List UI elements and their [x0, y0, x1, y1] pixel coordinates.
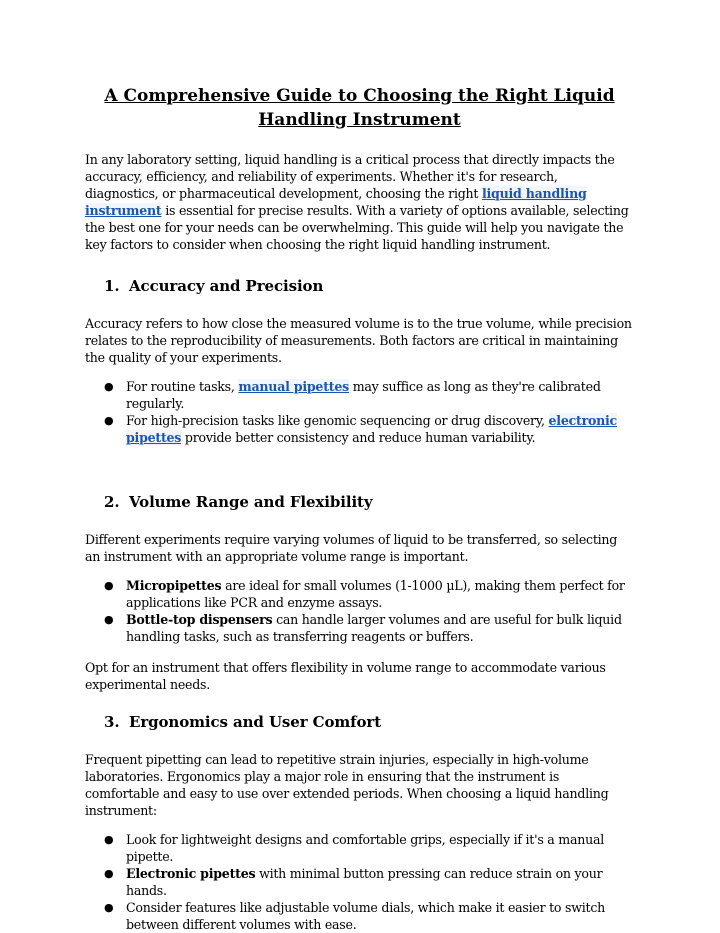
bullet-list: [85, 378, 634, 446]
section-number: 3.: [104, 713, 120, 731]
list-item-text: provide better consistency and reduce human variability.: [181, 430, 536, 445]
list-item: [85, 611, 634, 645]
bullet-icon: ●: [104, 867, 114, 880]
list-item-text: For high-precision tasks like genomic sequencing or drug discovery,: [126, 413, 549, 428]
bullet-list: [85, 831, 634, 933]
section-closing-paragraph: Opt for an instrument that offers flexibility in volume range to accommodate various experimental needs.: [85, 660, 606, 692]
section-number: 1.: [104, 277, 120, 295]
section-heading-text: Volume Range and Flexibility: [129, 493, 373, 511]
bullet-icon: ●: [104, 579, 114, 592]
section-heading-volume: [85, 492, 634, 512]
list-item-text: may suffice as long as they're calibrated regularly.: [126, 379, 601, 411]
list-item-bold: Bottle-top dispensers: [126, 612, 273, 627]
bullet-icon: ●: [104, 414, 114, 427]
list-item-text: with minimal button pressing can reduce strain on your hands.: [126, 866, 603, 898]
section-heading-text: Ergonomics and User Comfort: [129, 713, 382, 731]
section-heading-accuracy: [85, 276, 634, 296]
intro-paragraph: [85, 151, 634, 253]
liquid-handling-instrument-link[interactable]: liquid handling instrument: [85, 186, 587, 218]
list-item: [85, 865, 634, 899]
list-item-bold: Micropipettes: [126, 578, 222, 593]
section-heading-text: Accuracy and Precision: [129, 277, 324, 295]
section-paragraph: Frequent pipetting can lead to repetitive strain injuries, especially in high-volume laboratories. Ergonomics play a major role in ensuring that the instrument is comfortable and easy to use over extended periods. When choosing a liquid handling instrument:: [85, 752, 609, 818]
intro-text-1: In any laboratory setting, liquid handling is a critical process that directly impacts the accuracy, efficiency, and reliability of experiments. Whether it's for research, diagnostics, or pharmaceutical development, choosing the right: [85, 152, 615, 201]
list-item: [85, 577, 634, 611]
section-number: 2.: [104, 493, 120, 511]
list-item-text: are ideal for small volumes (1-1000 µL), making them perfect for applications like PCR and enzyme assays.: [126, 578, 625, 610]
manual-pipettes-link[interactable]: manual pipettes: [238, 379, 349, 394]
list-item-bold: Electronic pipettes: [126, 866, 256, 881]
bullet-icon: ●: [104, 833, 114, 846]
section-paragraph: Different experiments require varying volumes of liquid to be transferred, so selecting an instrument with an appropriate volume range is important.: [85, 532, 618, 564]
list-item-text: For routine tasks,: [126, 379, 239, 394]
list-item: [85, 831, 634, 865]
bullet-icon: ●: [104, 901, 114, 914]
list-item: [85, 412, 634, 446]
list-item: [85, 378, 634, 412]
list-item-text: Look for lightweight designs and comfortable grips, especially if it's a manual pipette.: [126, 832, 605, 864]
list-item: [85, 899, 634, 933]
bullet-icon: ●: [104, 613, 114, 626]
document-title: A Comprehensive Guide to Choosing the Right Liquid Handling Instrument: [104, 86, 615, 130]
bullet-list: [85, 577, 634, 645]
list-item-text: Consider features like adjustable volume dials, which make it easier to switch between different volumes with ease.: [126, 900, 606, 932]
list-item-text: can handle larger volumes and are useful for bulk liquid handling tasks, such as transferring reagents or buffers.: [126, 612, 622, 644]
section-paragraph: Accuracy refers to how close the measured volume is to the true volume, while precision relates to the reproducibility of measurements. Both factors are critical in maintaining the quality of your experiments.: [85, 316, 632, 365]
section-heading-ergonomics: [85, 712, 634, 732]
bullet-icon: ●: [104, 380, 114, 393]
intro-text-2: is essential for precise results. With a variety of options available, selecting the best one for your needs can be overwhelming. This guide will help you navigate the key factors to consider when choosing the right liquid handling instrument.: [85, 203, 629, 252]
electronic-pipettes-link[interactable]: electronic pipettes: [126, 413, 617, 445]
